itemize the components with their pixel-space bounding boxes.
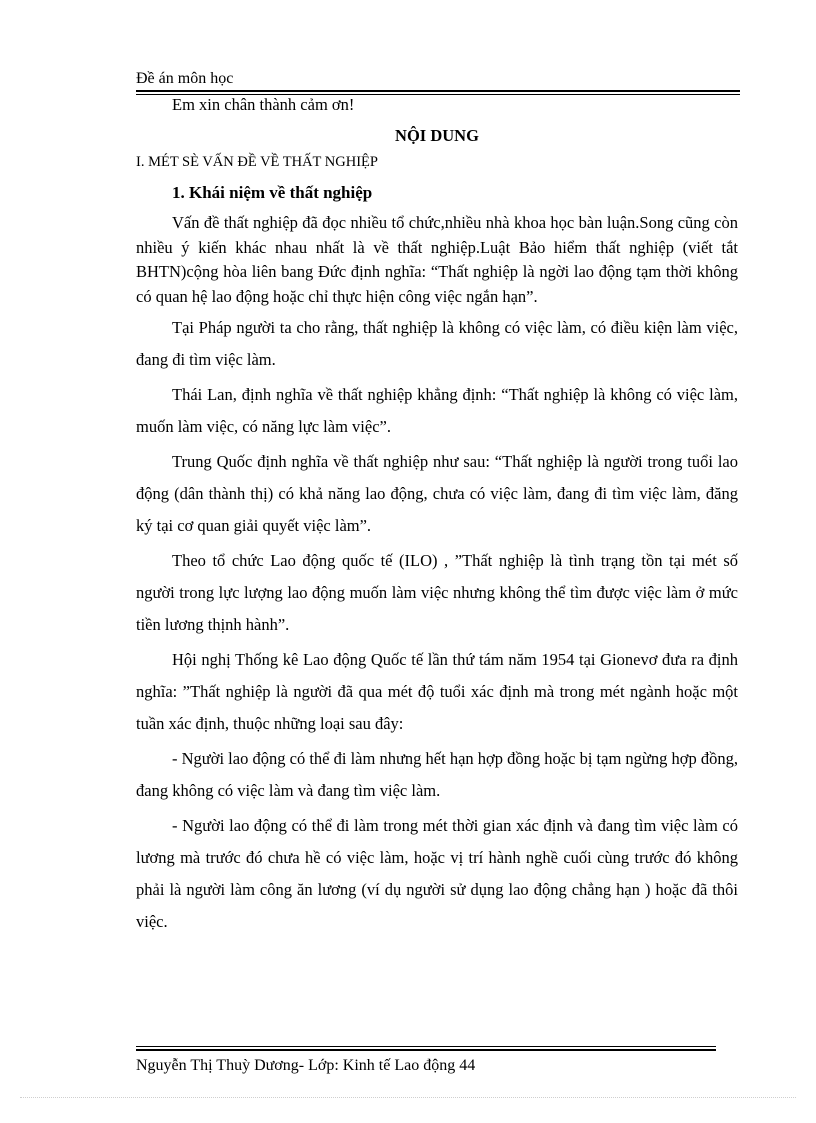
paragraph-4: Trung Quốc định nghĩa về thất nghiệp như sau: “Thất nghiệp là người trong tuổi lao động (dân thành thị) có khả năng lao động, chưa có việc làm, đang đi tìm việc làm, đăng ký tại cơ quan giải quyết việc làm”. (136, 452, 738, 535)
page-footer (136, 1046, 716, 1077)
paragraph-3: Thái Lan, định nghĩa về thất nghiệp khẳng định: “Thất nghiệp là không có việc làm, muốn làm việc, có năng lực làm việc”. (136, 385, 738, 436)
sub-title: I. MÉT SÈ VẤN ĐỀ VỀ THẤT NGHIỆP (136, 154, 378, 170)
page-edge-divider (20, 1097, 796, 1098)
paragraph-2: Tại Pháp người ta cho rằng, thất nghiệp là không có việc làm, có điều kiện làm việc, đang đi tìm việc làm. (136, 318, 738, 369)
section-title: NỘI DUNG (395, 126, 479, 145)
item-title: 1. Khái niệm về thất nghiệp (172, 183, 373, 202)
paragraph-6: Hội nghị Thống kê Lao động Quốc tế lần thứ tám năm 1954 tại Gionevơ đưa ra định nghĩa: ”Thất nghiệp là người đã qua mét độ tuổi xác định mà trong mét ngành hoặc một tuần xác định, thuộc những loại sau đây: (136, 650, 738, 733)
page-header (136, 69, 740, 95)
document-body (136, 94, 738, 938)
paragraph-7: - Người lao động có thể đi làm nhưng hết hạn hợp đồng hoặc bị tạm ngừng hợp đồng, đang không có việc làm và đang tìm việc làm. (136, 749, 738, 800)
footer-text: Nguyễn Thị Thuỳ Dương- Lớp: Kinh tế Lao động 44 (136, 1057, 476, 1074)
paragraph-5: Theo tổ chức Lao động quốc tế (ILO) , ”Thất nghiệp là tình trạng tồn tại mét số người trong lực lượng lao động muốn làm việc nhưng không thể tìm được việc làm ở mức tiền lương thịnh hành”. (136, 551, 738, 634)
header-title: Đề án môn học (136, 70, 234, 87)
paragraph-1: Vấn đề thất nghiệp đã đọc nhiều tổ chức,nhiều nhà khoa học bàn luận.Song cũng còn nhiều ý kiến khác nhau nhất là về thất nghiệp.Luật Bảo hiểm thất nghiệp (viết tắt BHTN)cộng hòa liên bang Đức định nghĩa: “Thất nghiệp là ngời lao động tạm thời không có quan hệ lao động hoặc chỉ thực hiện công việc ngắn hạn”. (136, 213, 738, 306)
footer-rule (136, 1046, 716, 1051)
paragraph-8: - Người lao động có thể đi làm trong mét thời gian xác định và đang tìm việc làm có lương mà trước đó chưa hề có việc làm, hoặc vị trí hành nghề cuối cùng trước đó không phải là người làm công ăn lương (ví dụ người sử dụng lao động chẳng hạn ) hoặc đã thôi việc. (136, 816, 738, 931)
thanks-line: Em xin chân thành cảm ơn! (172, 95, 355, 114)
